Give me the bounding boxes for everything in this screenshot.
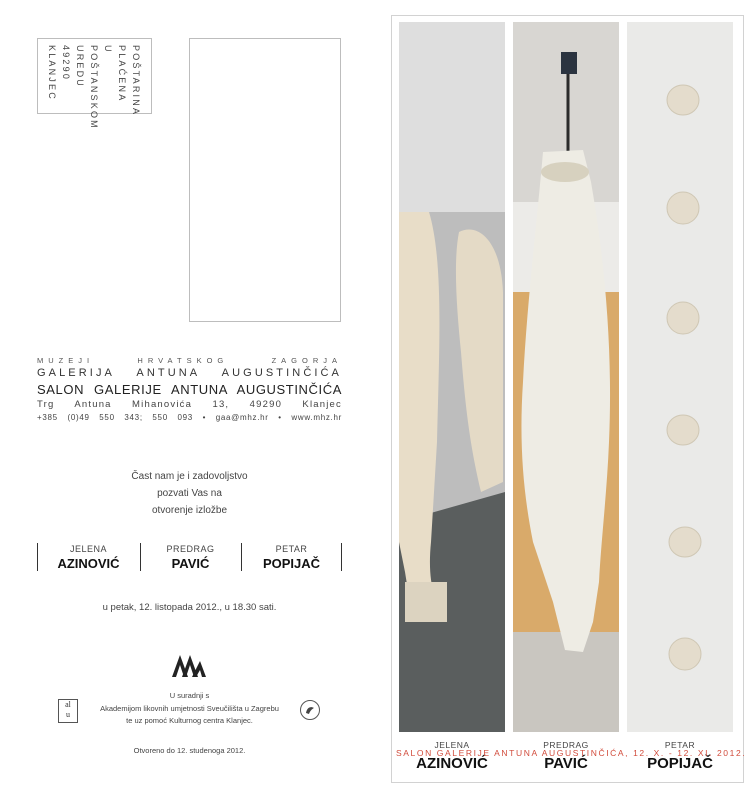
divider	[37, 543, 38, 571]
photo-azinovic-sculptures	[399, 22, 505, 732]
artist-first-name: PETAR	[275, 544, 308, 554]
alu-logo-text: al	[65, 700, 71, 709]
caption-first-name: PREDRAG	[543, 740, 589, 750]
address-box	[189, 38, 341, 322]
alu-logo	[58, 699, 78, 723]
gallery-logo-icon	[172, 655, 206, 677]
cultural-centre-seal-icon	[300, 700, 320, 720]
collaboration-text	[37, 690, 342, 728]
photo-popijac-heads	[627, 22, 733, 732]
alu-logo-text: u	[66, 710, 70, 719]
museum-name: MUZEJI HRVATSKOG ZAGORJA	[37, 356, 342, 365]
salon-name: SALON GALERIJE ANTUNA AUGUSTINČIĆA	[37, 382, 342, 397]
artist-first-name: PREDRAG	[166, 544, 215, 554]
postage-line: POŠTANSKOM	[89, 45, 99, 130]
invitation-line: pozvati Vas na	[157, 488, 222, 499]
divider	[341, 543, 342, 571]
photo-pavic-hanging-figure	[513, 22, 619, 732]
invitation-line: Čast nam je i zadovoljstvo	[131, 471, 248, 482]
exhibition-dates-banner: SALON GALERIJE ANTUNA AUGUSTINČIĆA, 12. X. - 12. XI. 2012.	[396, 748, 747, 758]
artist-pavic	[141, 544, 240, 572]
caption-first-name: JELENA	[434, 740, 470, 750]
gallery-contact: +385 (0)49 550 343; 550 093 • gaa@mhz.hr • www.mhz.hr	[37, 413, 342, 422]
opening-date: u petak, 12. listopada 2012., u 18.30 sati.	[102, 602, 277, 613]
artist-first-name: JELENA	[69, 544, 107, 554]
artist-last-name: POPIJAČ	[262, 556, 321, 571]
postage-line: KLANJEC	[47, 45, 57, 101]
postage-line: PLAĆENA U	[103, 45, 127, 102]
caption-last-name: PAVIĆ	[544, 755, 588, 772]
artist-last-name: PAVIĆ	[171, 556, 210, 571]
collab-line: U suradnji s	[169, 691, 210, 700]
open-until: Otvoreno do 12. studenoga 2012.	[133, 746, 246, 755]
gallery-address: Trg Antuna Mihanovića 13, 49290 Klanjec	[37, 399, 342, 410]
caption-last-name: AZINOVIĆ	[416, 755, 488, 772]
artist-last-name: AZINOVIĆ	[57, 556, 120, 571]
collab-line: Akademijom likovnih umjetnosti Sveučilišta u Zagrebu	[100, 703, 279, 713]
artist-azinovic	[39, 544, 138, 572]
postage-paid-box	[37, 38, 152, 130]
invitation-text	[37, 468, 342, 519]
collab-line: te uz pomoć Kulturnog centra Klanjec.	[126, 716, 253, 725]
caption-first-name: PETAR	[664, 740, 696, 750]
caption-last-name: POPIJAČ	[647, 755, 713, 772]
postage-line: POŠTARINA	[131, 45, 141, 117]
postage-text	[47, 45, 143, 130]
artist-popijac	[242, 544, 341, 572]
gallery-name: GALERIJA ANTUNA AUGUSTINČIĆA	[37, 367, 342, 379]
invitation-line: otvorenje izložbe	[151, 505, 228, 516]
postage-line: UREDU 49290	[61, 45, 85, 89]
